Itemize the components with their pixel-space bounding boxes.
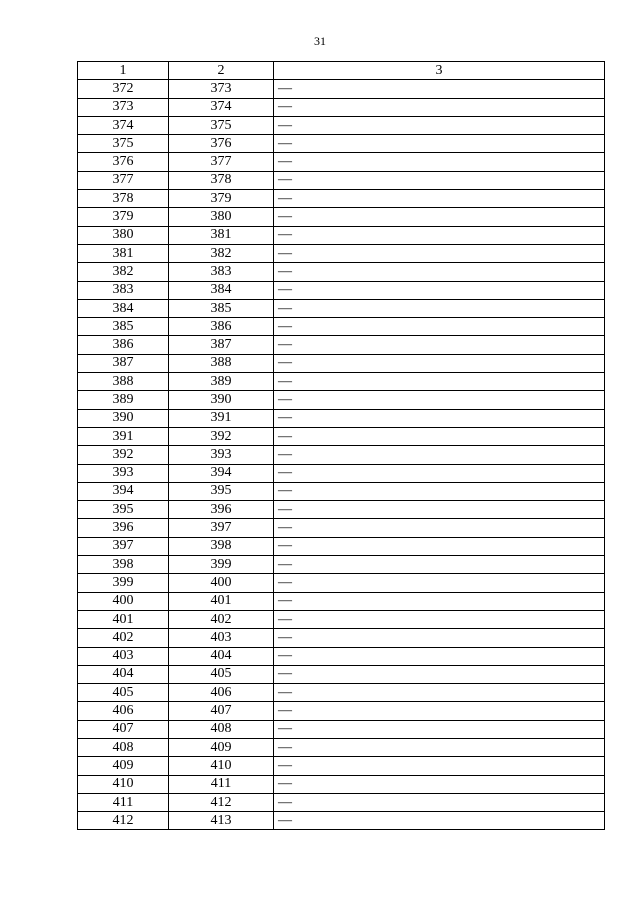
table-row	[78, 244, 605, 262]
cell-col-2: 406	[169, 684, 274, 702]
cell-col-2: 393	[169, 446, 274, 464]
cell-col-1: 396	[78, 519, 169, 537]
cell-col-1: 381	[78, 244, 169, 262]
cell-col-3: —	[274, 263, 605, 281]
cell-col-2: 377	[169, 153, 274, 171]
table-row	[78, 610, 605, 628]
cell-col-1: 385	[78, 318, 169, 336]
cell-col-2: 388	[169, 354, 274, 372]
cell-col-2: 390	[169, 391, 274, 409]
cell-col-1: 391	[78, 427, 169, 445]
cell-col-3: —	[274, 793, 605, 811]
cell-col-3: —	[274, 391, 605, 409]
cell-col-3: —	[274, 775, 605, 793]
cell-col-2: 395	[169, 482, 274, 500]
table-row	[78, 98, 605, 116]
cell-col-1: 401	[78, 610, 169, 628]
cell-col-3: —	[274, 757, 605, 775]
table-row	[78, 409, 605, 427]
cell-col-3: —	[274, 501, 605, 519]
cell-col-2: 381	[169, 226, 274, 244]
table-row	[78, 592, 605, 610]
cell-col-1: 387	[78, 354, 169, 372]
cell-col-1: 398	[78, 556, 169, 574]
cell-col-2: 382	[169, 244, 274, 262]
cell-col-1: 373	[78, 98, 169, 116]
cell-col-3: —	[274, 336, 605, 354]
cell-col-2: 410	[169, 757, 274, 775]
cell-col-2: 396	[169, 501, 274, 519]
cell-col-3: —	[274, 610, 605, 628]
cell-col-2: 401	[169, 592, 274, 610]
cell-col-1: 402	[78, 629, 169, 647]
cell-col-2: 373	[169, 80, 274, 98]
cell-col-1: 399	[78, 574, 169, 592]
cell-col-3: —	[274, 427, 605, 445]
table-row	[78, 318, 605, 336]
cell-col-3: —	[274, 244, 605, 262]
cell-col-1: 389	[78, 391, 169, 409]
table-row	[78, 793, 605, 811]
table-row	[78, 281, 605, 299]
cell-col-3: —	[274, 354, 605, 372]
cell-col-2: 399	[169, 556, 274, 574]
cell-col-3: —	[274, 116, 605, 134]
cell-col-2: 407	[169, 702, 274, 720]
cell-col-1: 378	[78, 190, 169, 208]
table-row	[78, 208, 605, 226]
cell-col-3: —	[274, 647, 605, 665]
cell-col-3: —	[274, 373, 605, 391]
cell-col-2: 394	[169, 464, 274, 482]
cell-col-2: 411	[169, 775, 274, 793]
cell-col-3: —	[274, 665, 605, 683]
table-row	[78, 519, 605, 537]
cell-col-2: 378	[169, 171, 274, 189]
table-row	[78, 647, 605, 665]
table-row	[78, 427, 605, 445]
cell-col-3: —	[274, 409, 605, 427]
cell-col-3: —	[274, 519, 605, 537]
column-header-2: 2	[169, 62, 274, 80]
data-table	[77, 61, 605, 830]
cell-col-3: —	[274, 738, 605, 756]
cell-col-2: 392	[169, 427, 274, 445]
cell-col-1: 405	[78, 684, 169, 702]
cell-col-1: 406	[78, 702, 169, 720]
table-row	[78, 446, 605, 464]
table-row	[78, 812, 605, 830]
cell-col-2: 376	[169, 135, 274, 153]
table-row	[78, 757, 605, 775]
cell-col-2: 404	[169, 647, 274, 665]
cell-col-1: 380	[78, 226, 169, 244]
table-row	[78, 629, 605, 647]
cell-col-3: —	[274, 226, 605, 244]
cell-col-3: —	[274, 171, 605, 189]
cell-col-3: —	[274, 299, 605, 317]
cell-col-3: —	[274, 482, 605, 500]
cell-col-3: —	[274, 281, 605, 299]
table-row	[78, 391, 605, 409]
table-body	[78, 80, 605, 830]
cell-col-3: —	[274, 629, 605, 647]
cell-col-3: —	[274, 574, 605, 592]
table-row	[78, 263, 605, 281]
cell-col-2: 408	[169, 720, 274, 738]
cell-col-2: 384	[169, 281, 274, 299]
cell-col-2: 403	[169, 629, 274, 647]
cell-col-1: 377	[78, 171, 169, 189]
cell-col-1: 409	[78, 757, 169, 775]
cell-col-3: —	[274, 446, 605, 464]
cell-col-3: —	[274, 812, 605, 830]
cell-col-3: —	[274, 153, 605, 171]
column-header-3: 3	[274, 62, 605, 80]
cell-col-3: —	[274, 190, 605, 208]
cell-col-1: 395	[78, 501, 169, 519]
cell-col-3: —	[274, 208, 605, 226]
cell-col-3: —	[274, 464, 605, 482]
cell-col-2: 380	[169, 208, 274, 226]
table-row	[78, 738, 605, 756]
cell-col-1: 404	[78, 665, 169, 683]
cell-col-1: 412	[78, 812, 169, 830]
table-row	[78, 720, 605, 738]
cell-col-2: 391	[169, 409, 274, 427]
table-row	[78, 226, 605, 244]
cell-col-2: 405	[169, 665, 274, 683]
cell-col-2: 413	[169, 812, 274, 830]
cell-col-1: 408	[78, 738, 169, 756]
table-row	[78, 116, 605, 134]
cell-col-3: —	[274, 556, 605, 574]
table-row	[78, 354, 605, 372]
cell-col-2: 398	[169, 537, 274, 555]
cell-col-3: —	[274, 702, 605, 720]
cell-col-1: 411	[78, 793, 169, 811]
cell-col-1: 374	[78, 116, 169, 134]
cell-col-2: 374	[169, 98, 274, 116]
cell-col-1: 382	[78, 263, 169, 281]
column-header-1: 1	[78, 62, 169, 80]
table-row	[78, 299, 605, 317]
table-row	[78, 775, 605, 793]
cell-col-2: 383	[169, 263, 274, 281]
cell-col-1: 407	[78, 720, 169, 738]
table-row	[78, 171, 605, 189]
cell-col-1: 392	[78, 446, 169, 464]
table-row	[78, 464, 605, 482]
page-number: 31	[314, 34, 326, 48]
cell-col-2: 386	[169, 318, 274, 336]
cell-col-2: 389	[169, 373, 274, 391]
cell-col-1: 400	[78, 592, 169, 610]
cell-col-1: 379	[78, 208, 169, 226]
cell-col-2: 402	[169, 610, 274, 628]
table-row	[78, 574, 605, 592]
cell-col-2: 387	[169, 336, 274, 354]
cell-col-3: —	[274, 98, 605, 116]
cell-col-2: 397	[169, 519, 274, 537]
table-header-row	[78, 62, 605, 80]
cell-col-3: —	[274, 537, 605, 555]
cell-col-2: 409	[169, 738, 274, 756]
table-row	[78, 537, 605, 555]
table-row	[78, 482, 605, 500]
cell-col-1: 403	[78, 647, 169, 665]
cell-col-3: —	[274, 318, 605, 336]
cell-col-1: 376	[78, 153, 169, 171]
table-row	[78, 135, 605, 153]
table-row	[78, 373, 605, 391]
table-row	[78, 153, 605, 171]
cell-col-2: 400	[169, 574, 274, 592]
cell-col-1: 372	[78, 80, 169, 98]
cell-col-3: —	[274, 80, 605, 98]
cell-col-1: 393	[78, 464, 169, 482]
cell-col-2: 385	[169, 299, 274, 317]
table-row	[78, 336, 605, 354]
table-row	[78, 665, 605, 683]
table-row	[78, 684, 605, 702]
cell-col-1: 388	[78, 373, 169, 391]
cell-col-2: 412	[169, 793, 274, 811]
cell-col-2: 375	[169, 116, 274, 134]
table-row	[78, 556, 605, 574]
cell-col-1: 383	[78, 281, 169, 299]
table-row	[78, 702, 605, 720]
cell-col-1: 390	[78, 409, 169, 427]
cell-col-3: —	[274, 720, 605, 738]
cell-col-3: —	[274, 684, 605, 702]
cell-col-1: 410	[78, 775, 169, 793]
table-row	[78, 501, 605, 519]
cell-col-1: 394	[78, 482, 169, 500]
cell-col-3: —	[274, 135, 605, 153]
table-row	[78, 190, 605, 208]
cell-col-1: 375	[78, 135, 169, 153]
cell-col-1: 386	[78, 336, 169, 354]
table-row	[78, 80, 605, 98]
cell-col-2: 379	[169, 190, 274, 208]
cell-col-1: 397	[78, 537, 169, 555]
cell-col-1: 384	[78, 299, 169, 317]
cell-col-3: —	[274, 592, 605, 610]
